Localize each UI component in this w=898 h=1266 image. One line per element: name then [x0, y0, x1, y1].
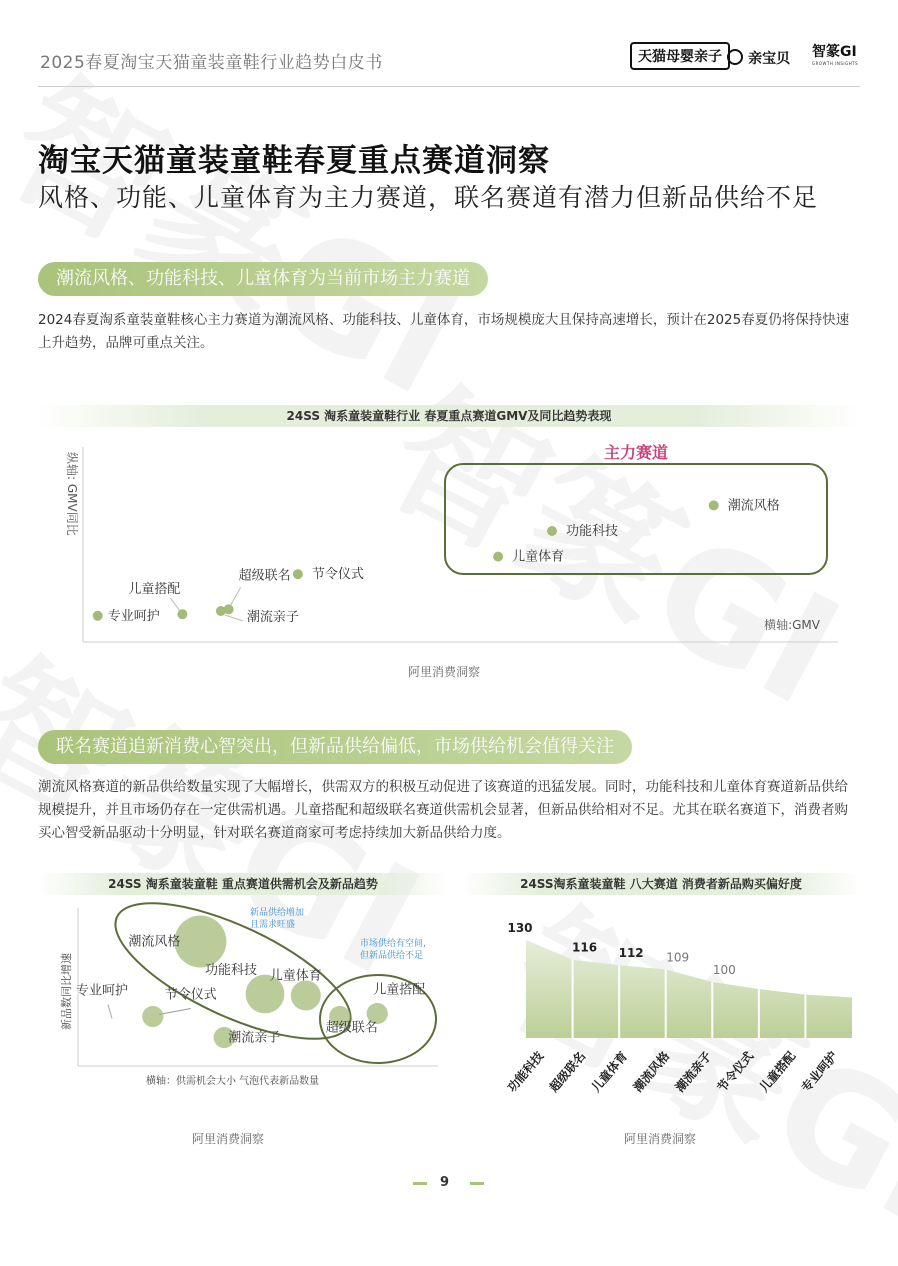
section2-paragraph: 潮流风格赛道的新品供给数量实现了大幅增长，供需双方的积极互动促进了该赛道的迅猛发展。同时，功能科技和儿童体育赛道新品供给规模提升，并且市场仍存在一定供需机遇。儿童搭配和超级联名赛道供需机会显著，但新品供给相对不足。尤其在联名赛道下，消费者购买心智受新品驱动十分明显，针对联名赛道商家可考虑持续加大新品供给力度。 — [38, 779, 848, 841]
chart2-leader-3 — [159, 1009, 191, 1015]
chart2-bubble-4 — [108, 1005, 112, 1019]
chart3 — [462, 898, 860, 1113]
chart1-ylabel: 纵轴: GMV同比 — [65, 452, 79, 536]
chart1-point-label-5: 儿童搭配 — [128, 582, 181, 598]
section1-paragraph: 2024春夏淘系童装童鞋核心主力赛道为潮流风格、功能科技、儿童体育，市场规模庞大且保持高速增长，预计在2025春夏仍将保持快速上升趋势，品牌可重点关注。 — [38, 312, 850, 351]
chart2-annotation-1: 新品供给增加且需求旺盛 — [250, 908, 305, 930]
chart2-xlabel: 横轴：供需机会大小 气泡代表新品数量 — [146, 1076, 320, 1087]
chart2 — [38, 898, 448, 1098]
chart1-title: 24SS 淘系童装童鞋行业 春夏重点赛道GMV及同比趋势表现 — [38, 405, 860, 427]
chart3-category-6: 儿童搭配 — [756, 1048, 799, 1095]
chart2-bubble-label-4: 专业呵护 — [76, 983, 129, 999]
chart3-category-4: 潮流亲子 — [672, 1048, 715, 1095]
page-number: 9 — [440, 1175, 450, 1190]
chart3-category-2: 儿童体育 — [588, 1048, 631, 1095]
chart1-point-label-3: 节令仪式 — [311, 567, 364, 583]
chart3-value-label-4: 100 — [712, 963, 736, 977]
chart1-xlabel: 横轴:GMV — [764, 618, 820, 632]
chart1 — [38, 432, 860, 652]
logo-qbb — [727, 48, 790, 68]
chart2-ylabel: 新品数同比增速 — [60, 953, 73, 1030]
chart2-source: 阿里消费洞察 — [192, 1132, 265, 1146]
chart2-annotation-2: 市场供给有空间，但新品供给不足 — [360, 939, 433, 961]
logo-tmall — [630, 42, 730, 70]
chart3-category-7: 专业呵护 — [798, 1048, 841, 1095]
chart3-value-label-2: 112 — [618, 946, 644, 961]
chart1-leader-4 — [231, 587, 241, 605]
chart1-leader-6 — [225, 615, 243, 621]
chart1-point-label-6: 潮流亲子 — [246, 610, 299, 625]
chart3-category-5: 节令仪式 — [714, 1048, 757, 1095]
logo-qbb-text: 亲宝贝 — [748, 51, 791, 67]
chart2-bubble-3 — [142, 1006, 163, 1027]
logo-zy-text: 智篆GI — [812, 44, 857, 60]
chart1-point-label-4: 超级联名 — [238, 568, 291, 584]
chart3-value-label-0: 130 — [507, 921, 533, 935]
chart1-point-label-1: 功能科技 — [566, 524, 619, 539]
chart2-bubble-label-3: 节令仪式 — [164, 987, 217, 1003]
chart2-bubble-2 — [291, 981, 321, 1011]
chart1-point-1 — [547, 526, 557, 536]
section1-pill: 潮流风格、功能科技、儿童体育为当前市场主力赛道 — [38, 262, 488, 296]
chart1-source: 阿里消费洞察 — [408, 665, 481, 679]
page-number-right-dash — [470, 1182, 484, 1185]
chart2-bubble-label-5: 潮流亲子 — [228, 1030, 281, 1046]
chart1-point-7 — [93, 611, 103, 621]
logo-tmall-text: 天猫母婴亲子 — [638, 49, 722, 65]
chart2-bubble-label-0: 潮流风格 — [128, 934, 181, 950]
page-number-left-dash — [413, 1182, 427, 1185]
chart3-category-0: 功能科技 — [504, 1048, 547, 1095]
chart2-title: 24SS 淘系童装童鞋 重点赛道供需机会及新品趋势 — [38, 873, 448, 895]
chart1-group-label: 主力赛道 — [603, 443, 669, 462]
chart1-point-3 — [293, 569, 303, 579]
chart2-bubble-label-6: 儿童搭配 — [373, 982, 426, 998]
chart2-bubble-label-2: 儿童体育 — [269, 968, 322, 984]
chart1-point-5 — [177, 609, 187, 619]
chart1-leader-5 — [170, 598, 179, 610]
chart3-value-label-1: 116 — [572, 940, 598, 955]
logo-zy-sub: GROWTH INSIGHTS — [812, 61, 859, 66]
chart1-point-0 — [709, 500, 719, 510]
chart1-point-label-2: 儿童体育 — [512, 549, 565, 565]
chart3-category-1: 超级联名 — [546, 1048, 589, 1095]
page-title: 淘宝天猫童装童鞋春夏重点赛道洞察 — [38, 143, 550, 179]
chart3-source: 阿里消费洞察 — [624, 1132, 697, 1146]
chart2-bubble-label-7: 超级联名 — [325, 1020, 378, 1036]
chart1-point-label-7: 专业呵护 — [107, 608, 160, 624]
chart2-bubble-label-1: 功能科技 — [205, 963, 258, 978]
header-divider — [38, 86, 860, 87]
logo-qbb-icon — [727, 49, 743, 65]
chart2-bubble-0 — [174, 916, 226, 968]
chart3-value-label-3: 109 — [666, 950, 690, 965]
chart1-point-6 — [216, 606, 226, 616]
document-title: 2025春夏淘宝天猫童装童鞋行业趋势白皮书 — [40, 53, 383, 73]
section2-pill: 联名赛道追新消费心智突出，但新品供给偏低，市场供给机会值得关注 — [38, 730, 632, 764]
chart1-point-label-0: 潮流风格 — [727, 498, 780, 514]
chart1-point-2 — [493, 552, 503, 562]
chart3-title: 24SS淘系童装童鞋 八大赛道 消费者新品购买偏好度 — [462, 873, 860, 895]
chart3-category-3: 潮流风格 — [630, 1048, 673, 1095]
page-subtitle: 风格、功能、儿童体育为主力赛道，联名赛道有潜力但新品供给不足 — [38, 183, 819, 212]
logo-zy — [812, 46, 858, 70]
